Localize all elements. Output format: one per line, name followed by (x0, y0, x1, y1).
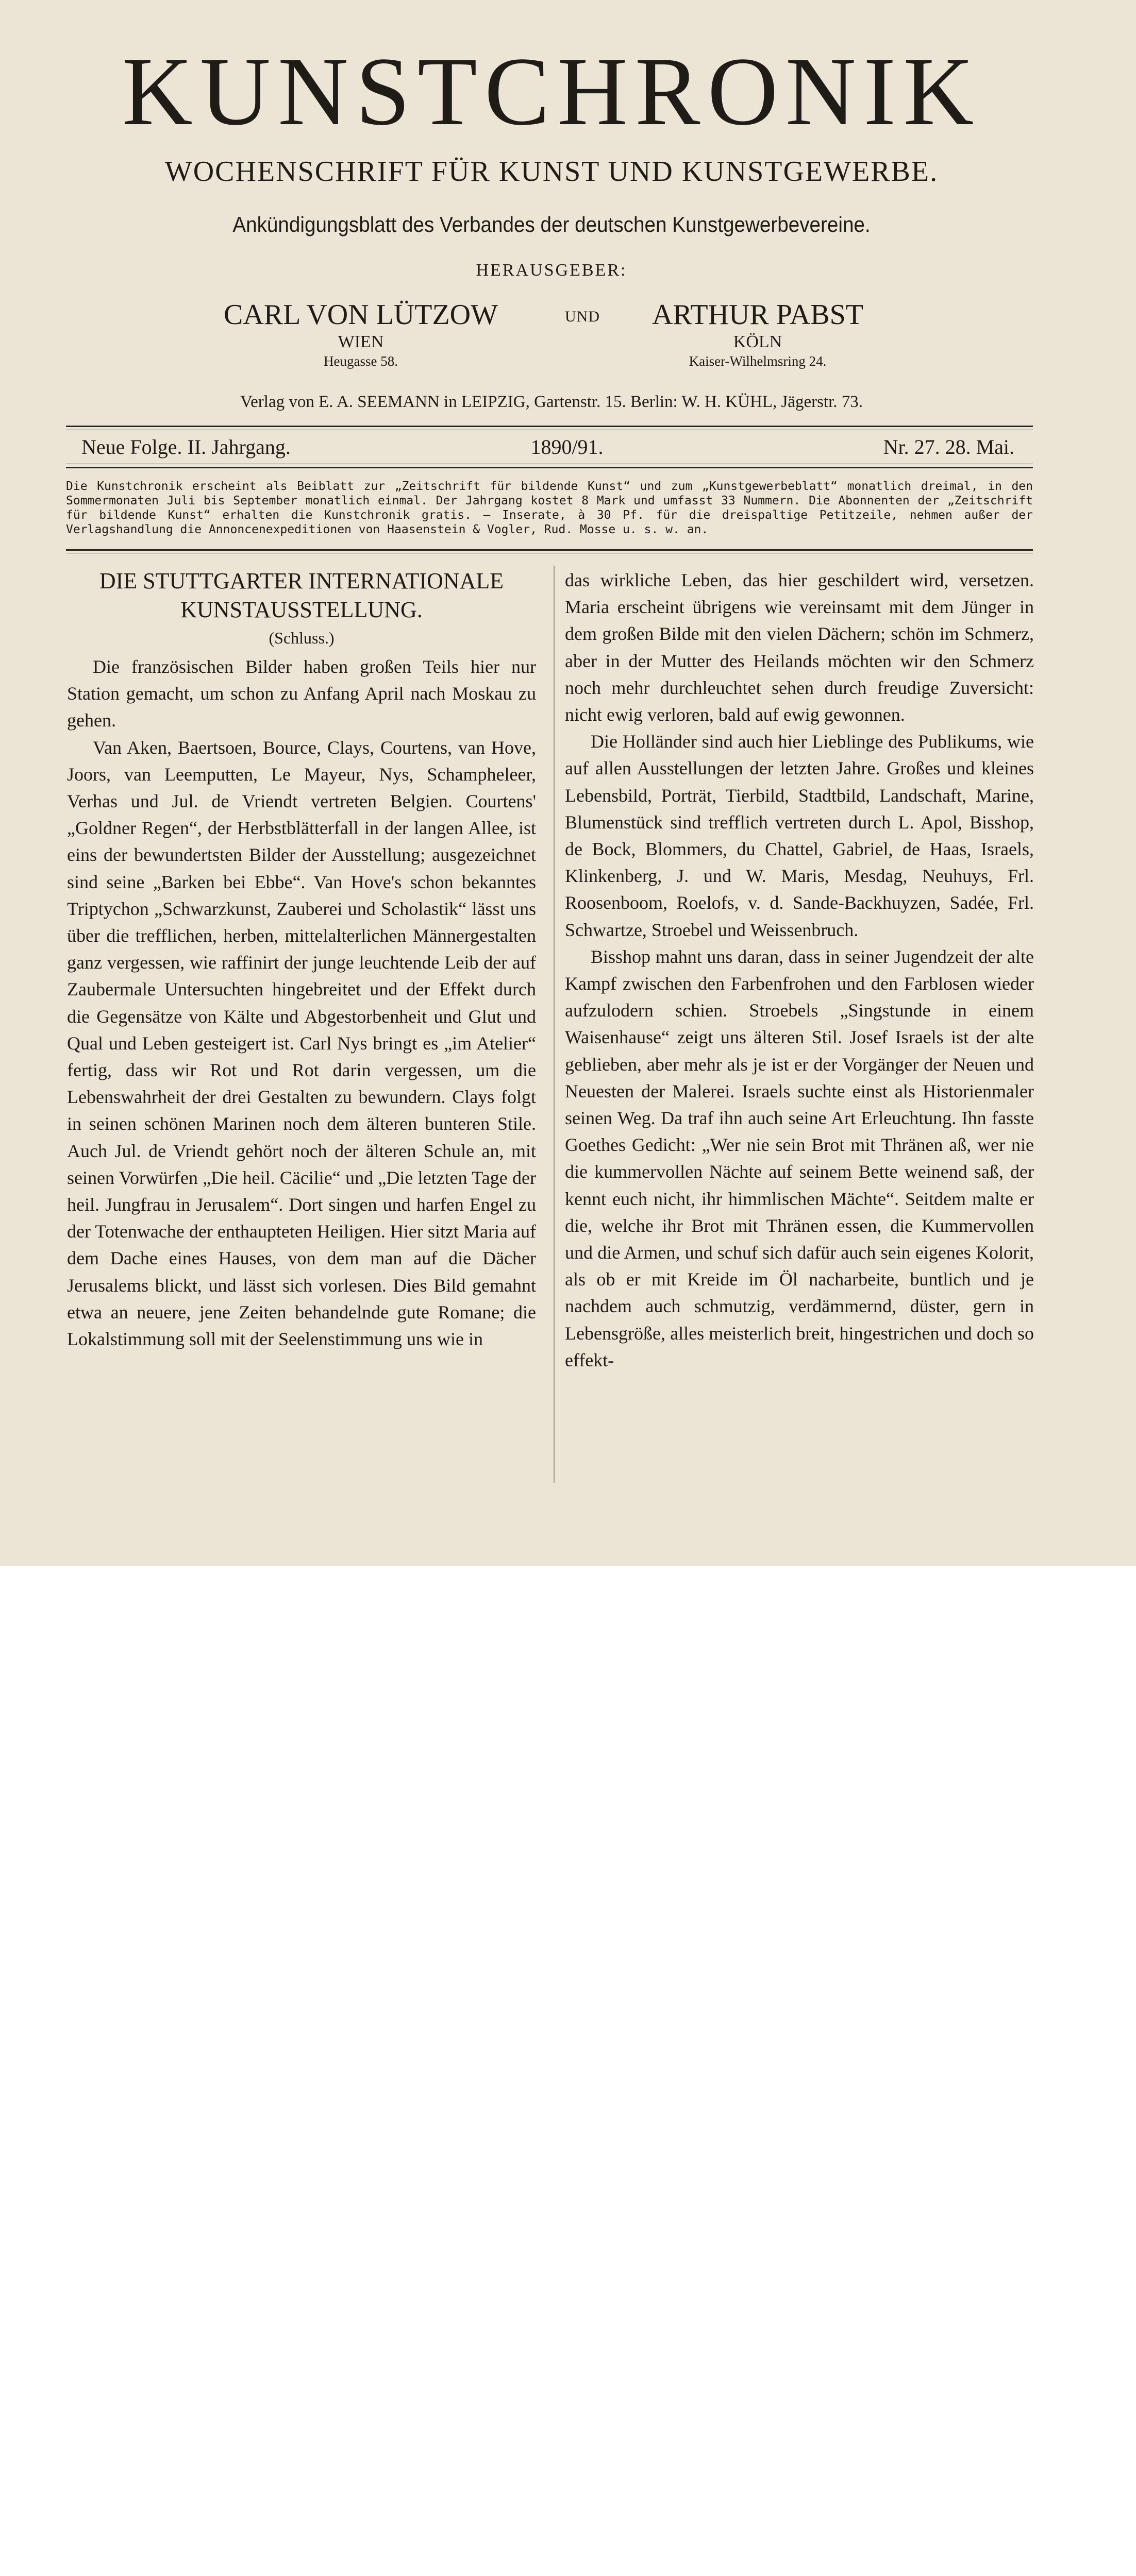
article-title-line1: DIE STUTTGARTER INTERNATIONALE (99, 568, 504, 594)
article-column-left (67, 567, 536, 1352)
publisher-line: Verlag von E. A. SEEMANN in LEIPZIG, Gartenstr. 15. Berlin: W. H. KÜHL, Jägerstr. 73. (240, 393, 863, 411)
editor-right-address: Kaiser-Wilhelmsring 24. (689, 353, 827, 369)
paragraph: Die Holländer sind auch hier Lieblinge des Publikums, wie auf allen Ausstellungen der letzten Jahre. Großes und kleines Lebensbild, Porträt, Tierbild, Stadtbild, Landschaft, Marine, Blumenstück sind trefflich vertreten durch L. Apol, Bisshop, de Bock, Blommers, du Chattel, Gabriel, de Haas, Israels, Klinkenberg, J. und W. Maris, Mesdag, Neuhuys, Frl. Roosenboom, Roelofs, v. d. Sande-Backhuyzen, Sadée, Frl. Schwartze, Stroebel und Weissenbruch. (565, 731, 1034, 940)
editor-left-address: Heugasse 58. (324, 353, 398, 369)
paragraph: Bisshop mahnt uns daran, dass in seiner Jugendzeit der alte Kampf zwischen den Farbenfrohen und den Farblosen wieder aufzulodern schien. Stroebels „Singstunde in einem Waisenhause“ zeigt uns älteren Stil. Josef Israels ist der alte geblieben, aber mehr als je ist er der Vorgänger der Neuen und Neuesten der Malerei. Israels suchte einst als Historienmaler seinen Weg. Da traf ihn auch seine Art Erleuchtung. Ihn fasste Goethes Gedicht: „Wer nie sein Brot mit Thränen aß, wer nie die kummervollen Nächte auf seinem Bette weinend saß, der kennt euch nicht, ihr himmlischen Mächte“. Seitdem malte er die, welche ihr Brot mit Thränen essen, die Kummervollen und die Armen, und schuf sich dafür auch sein eigenes Kolorit, als ob er mit Kreide im Öl nacharbeite, buntlich und je nachdem auch schmutzig, verdämmernd, düster, gern in Lebensgröße, alles meisterlich breit, hingestrichen und doch so effekt- (565, 946, 1034, 1370)
digitization-footer (0, 1566, 1136, 1649)
article-title-line2: KUNSTAUSSTELLUNG. (180, 597, 423, 622)
masthead-subtitle: WOCHENSCHRIFT FÜR KUNST UND KUNSTGEWERBE. (164, 156, 939, 188)
paragraph: Die französischen Bilder haben großen Teils hier nur Station gemacht, um schon zu Anfang April nach Moskau zu gehen. (67, 656, 536, 731)
editor-left (216, 298, 505, 370)
rule-bottom-1 (66, 549, 1033, 551)
issue-series: Neue Folge. II. Jahrgang. (81, 435, 291, 459)
editor-left-city: WIEN (338, 332, 384, 351)
editor-left-name: CARL VON LÜTZOW (224, 299, 498, 331)
issue-number: Nr. 27. 28. Mai. (883, 435, 1014, 459)
column-divider (554, 566, 555, 1483)
article-column-right (565, 567, 1034, 1374)
masthead-title: KUNSTCHRONIK (122, 38, 981, 146)
rule-top-1 (66, 426, 1033, 427)
paragraph: Van Aken, Baertsoen, Bource, Clays, Courtens, van Hove, Joors, van Leemputten, Le Mayeur, Nys, Schampheleer, Verhas und Jul. de Vriendt vertreten Belgien. Courtens' „Goldner Regen“, der Herbstblätterfall in der langen Allee, ist eins der bewundertsten Bilder der Ausstellung; ausgezeichnet sind seine „Barken bei Ebbe“. Van Hove's schon bekanntes Triptychon „Schwarzkunst, Zauberei und Scholastik“ lässt uns über die trefflichen, herben, mittelalterlichen Männergestalten ganz vergessen, wie raffinirt der junge leuchtende Leib der auf Zaubermale Untersuchten hingebreitet und der Effekt durch die Gegensätze von Kälte und Abgestorbenheit und Glut und Qual und Leben gesteigert ist. Carl Nys bringt es „im Atelier“ fertig, dass wir Rot und Rot darin vergessen, um die Lebenswahrheit der drei Gestalten zu bewundern. Clays folgt in seinen schönen Marinen noch dem älteren bunteren Stile. Auch Jul. de Vriendt gehört noch der älteren Schule an, mit seinen Vorwürfen „Die heil. Cäcilie“ und „Die letzten Tage der heil. Jungfrau in Jerusalem“. Dort singen und harfen Engel zu der Totenwache der enthaupteten Heiligen. Hier sitzt Maria auf dem Dache eines Hauses, von dem man auf die Dächer Jerusalems blickt, und lässt sich vorlesen. Dies Bild gemahnt etwa an neuere, jene Zeiten behandelnde gute Romane; die Lokalstimmung soll mit der Seelenstimmung uns wie in (67, 737, 536, 1350)
editor-right-city: KÖLN (733, 332, 782, 351)
article-subtitle: (Schluss.) (269, 629, 335, 647)
editors-heading: HERAUSGEBER: (476, 261, 627, 280)
editor-right (624, 298, 892, 370)
paragraph: das wirkliche Leben, das hier geschildert wird, versetzen. Maria erscheint übrigens wie vereinsamt mit dem Jünger in dem großen Bilde mit den vielen Dächern; schön im Schmerz, aber in der Mutter des Heilands möchten wir den Schmerz noch mehr durchleuchtet sehen durch freudige Zuversicht: nicht ewig verloren, bald auf ewig gewonnen. (565, 570, 1034, 725)
issue-year: 1890/91. (530, 435, 604, 459)
subscription-notice: Die Kunstchronik erscheint als Beiblatt zur „Zeitschrift für bildende Kunst“ und zum „Kunstgewerbeblatt“ monatlich dreimal, in den Sommermonaten Juli bis September monatlich einmal. Der Jahrgang kostet 8 Mark und umfasst 33 Nummern. Die Abonnenten der „Zeitschrift für bildende Kunst“ erhalten die Kunstchronik gratis. — Inserate, à 30 Pf. für die dreispaltige Petitzeile, nehmen außer der Verlagshandlung die Annoncenexpeditionen von Haasenstein & Vogler, Rud. Mosse u. s. w. an. (66, 480, 1033, 536)
editor-connector: UND (565, 308, 600, 325)
masthead-announcement: Ankündigungsblatt des Verbandes der deutschen Kunstgewerbevereine. (232, 212, 871, 236)
editor-right-name: ARTHUR PABST (651, 299, 864, 331)
rule-mid-2 (66, 467, 1033, 468)
